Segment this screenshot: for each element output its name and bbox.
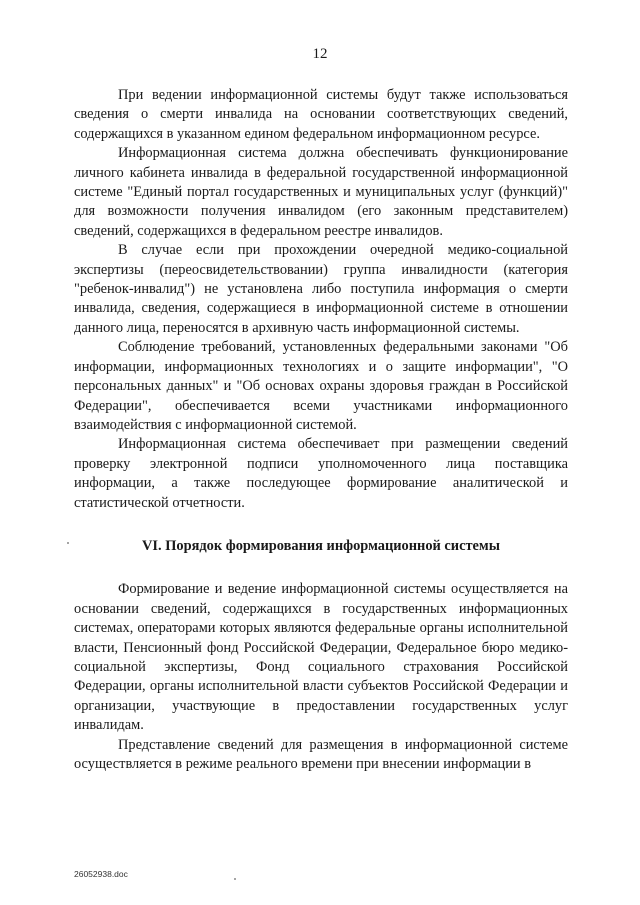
paragraph-formation-sources: Формирование и ведение информационной системы осуществляется на основании сведений, содержащихся в государственных информационных системах, операторами которых являются федеральные органы исполнительной власти, Пенсионный фонд Российской Федерации, Федеральное бюро медико-социальной экспертизы, Фонд социального страхования Российской Федерации, органы исполнительной власти субъектов Российской Федерации и организации, участвующие в предоставлении государственных услуг инвалидам. [74,581,568,734]
scan-speck [67,542,69,544]
document-body [74,86,568,774]
paragraph-archive-transfer: В случае если при прохождении очередной медико-социальной экспертизы (переосвидетельствовании) группа инвалидности (категория "ребенок-инвалид") не установлена либо поступила информация о смерти инвалида, сведения, содержащиеся в информационной системе в отношении данного лица, переносятся в архивную часть информационной системы. [74,242,568,336]
paragraph-realtime-submission: Представление сведений для размещения в информационной системе осуществляется в режиме реального времени при внесении информации в [74,736,568,772]
page-number: 12 [312,46,328,62]
paragraph-legal-compliance: Соблюдение требований, установленных федеральными законами "Об информации, информационных технологиях и о защите информации", "О персональных данных" и "Об основах охраны здоровья граждан в Российской Федерации", обеспечивается всеми участниками информационного взаимодействия с информационной системой. [74,339,568,433]
section-heading: VI. Порядок формирования информационной системы [142,537,500,554]
paragraph-signature-check: Информационная система обеспечивает при размещении сведений проверку электронной подписи уполномоченного лица поставщика информации, а также последующее формирование аналитической и статистической отчетности. [74,436,568,511]
scan-speck [234,878,236,880]
footer-file-name: 26052938.doc [74,869,128,879]
paragraph-death-info: При ведении информационной системы будут также использоваться сведения о смерти инвалида на основании соответствующих сведений, содержащихся в указанном едином федеральном информационном ресурсе. [74,87,568,142]
paragraph-personal-account: Информационная система должна обеспечивать функционирование личного кабинета инвалида в федеральной государственной информационной системе "Единый портал государственных и муниципальных услуг (функций)" для возможности получения инвалидом (его законным представителем) сведений, содержащихся в федеральном реестре инвалидов. [74,145,568,239]
